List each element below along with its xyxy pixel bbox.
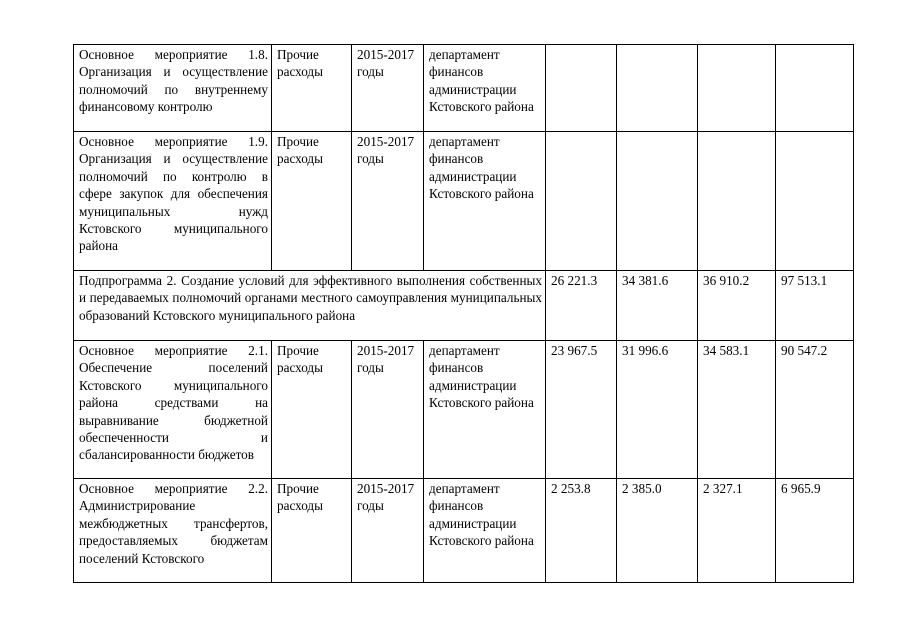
value-2015-cell: 26 221.3 [546, 271, 617, 341]
value-2015-cell [546, 132, 617, 271]
value-2016-cell: 31 996.6 [617, 341, 698, 479]
table-row [74, 132, 854, 271]
value-total-cell: 97 513.1 [776, 271, 854, 341]
executor-cell: департамент финансов администрации Кстовского района [424, 341, 546, 479]
table-row-subprogram [74, 271, 854, 341]
subprogram-name-cell: Подпрограмма 2. Создание условий для эффективного выполнения собственных и передаваемых полномочий органами местного самоуправления муниципальных образований Кстовского муниципального района [74, 271, 546, 341]
table-row [74, 479, 854, 583]
measure-name-cell: Основное мероприятие 1.8. Организация и осуществление полномочий по внутреннему финансовому контролю [74, 45, 272, 132]
value-2017-cell: 36 910.2 [698, 271, 776, 341]
period-cell: 2015-2017 годы [352, 479, 424, 583]
executor-cell: департамент финансов администрации Кстовского района [424, 132, 546, 271]
program-budget-table [73, 44, 854, 583]
value-2016-cell [617, 45, 698, 132]
executor-cell: департамент финансов администрации Кстовского района [424, 479, 546, 583]
measure-name-cell: Основное мероприятие 1.9. Организация и осуществление полномочий по контролю в сфере закупок для обеспечения муниципальных нужд Кстовского муниципального района [74, 132, 272, 271]
value-total-cell: 6 965.9 [776, 479, 854, 583]
value-2017-cell [698, 132, 776, 271]
measure-name-cell: Основное мероприятие 2.2. Администрирование межбюджетных трансфертов, предоставляемых бюджетам поселений Кстовского [74, 479, 272, 583]
executor-cell: департамент финансов администрации Кстовского района [424, 45, 546, 132]
table-row [74, 45, 854, 132]
value-2017-cell: 2 327.1 [698, 479, 776, 583]
expense-type-cell: Прочие расходы [272, 479, 352, 583]
value-2016-cell: 34 381.6 [617, 271, 698, 341]
value-total-cell [776, 132, 854, 271]
measure-name-cell: Основное мероприятие 2.1. Обеспечение поселений Кстовского муниципального района средствами на выравнивание бюджетной обеспеченности и сбалансированности бюджетов [74, 341, 272, 479]
expense-type-cell: Прочие расходы [272, 341, 352, 479]
value-2017-cell: 34 583.1 [698, 341, 776, 479]
expense-type-cell: Прочие расходы [272, 132, 352, 271]
value-2015-cell: 23 967.5 [546, 341, 617, 479]
value-2015-cell [546, 45, 617, 132]
value-2017-cell [698, 45, 776, 132]
period-cell: 2015-2017 годы [352, 132, 424, 271]
period-cell: 2015-2017 годы [352, 341, 424, 479]
period-cell: 2015-2017 годы [352, 45, 424, 132]
table-row [74, 341, 854, 479]
value-total-cell [776, 45, 854, 132]
value-total-cell: 90 547.2 [776, 341, 854, 479]
expense-type-cell: Прочие расходы [272, 45, 352, 132]
value-2015-cell: 2 253.8 [546, 479, 617, 583]
value-2016-cell: 2 385.0 [617, 479, 698, 583]
value-2016-cell [617, 132, 698, 271]
